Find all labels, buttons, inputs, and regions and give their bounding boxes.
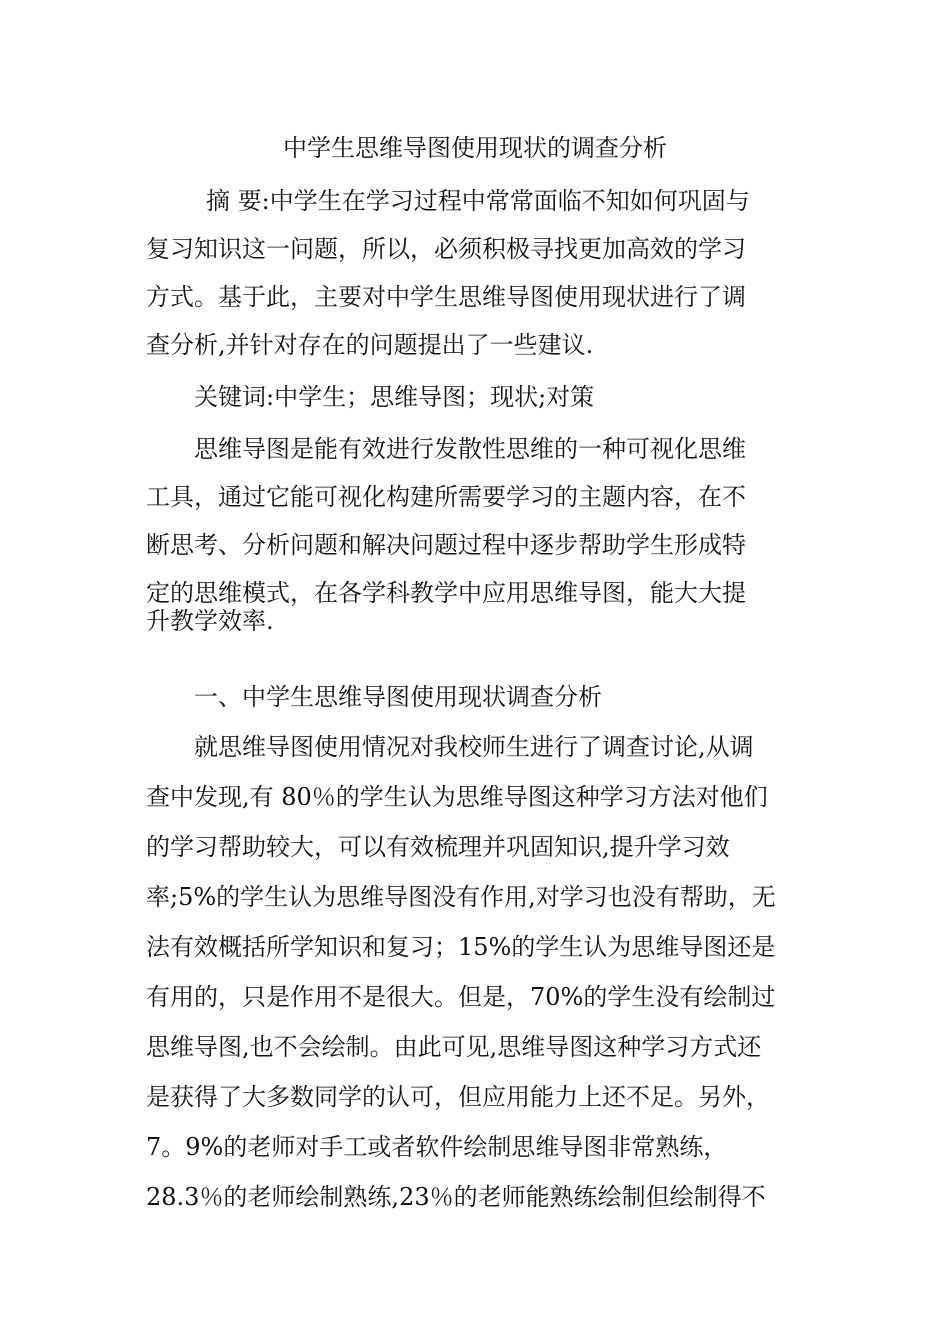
- abstract-line-4: 查分析,并针对存在的问题提出了一些建议.: [146, 331, 594, 359]
- intro-line-2: 工具，通过它能可视化构建所需要学习的主题内容，在不: [146, 483, 746, 511]
- intro-line-1: 思维导图是能有效进行发散性思维的一种可视化思维: [194, 435, 746, 463]
- section-1-line-1: 就思维导图使用情况对我校师生进行了调查讨论,从调: [194, 733, 754, 761]
- intro-line-5: 升教学效率.: [146, 607, 274, 635]
- section-1-line-6: 有用的，只是作用不是很大。但是，70%的学生没有绘制过: [146, 983, 776, 1011]
- abstract-line-3: 方式。基于此，主要对中学生思维导图使用现状进行了调: [146, 283, 746, 311]
- keywords-line: 关键词:中学生；思维导图；现状;对策: [194, 383, 595, 411]
- section-1-line-2: 查中发现,有 80％的学生认为思维导图这种学习方法对他们: [146, 783, 768, 811]
- document-title: 中学生思维导图使用现状的调查分析: [283, 134, 667, 162]
- abstract-line-2: 复习知识这一问题，所以，必须积极寻找更加高效的学习: [146, 235, 746, 263]
- section-1-line-5: 法有效概括所学知识和复习；15%的学生认为思维导图还是: [146, 933, 776, 961]
- section-1-heading: 一、中学生思维导图使用现状调查分析: [194, 683, 602, 711]
- section-1-line-7: 思维导图,也不会绘制。由此可见,思维导图这种学习方式还: [146, 1033, 762, 1061]
- abstract-line-1: 摘 要:中学生在学习过程中常常面临不知如何巩固与: [206, 187, 750, 215]
- intro-line-4: 定的思维模式，在各学科教学中应用思维导图，能大大提: [146, 579, 746, 607]
- section-1-line-10: 28.3％的老师绘制熟练,23％的老师能熟练绘制但绘制得不: [146, 1183, 766, 1211]
- section-1-line-9: 7。9%的老师对手工或者软件绘制思维导图非常熟练，: [146, 1133, 728, 1161]
- intro-line-3: 断思考、分析问题和解决问题过程中逐步帮助学生形成特: [146, 531, 746, 559]
- section-1-line-4: 率;5%的学生认为思维导图没有作用,对学习也没有帮助，无: [146, 883, 776, 911]
- section-1-line-8: 是获得了大多数同学的认可，但应用能力上还不足。另外，: [146, 1083, 770, 1111]
- section-1-line-3: 的学习帮助较大，可以有效梳理并巩固知识,提升学习效: [146, 833, 730, 861]
